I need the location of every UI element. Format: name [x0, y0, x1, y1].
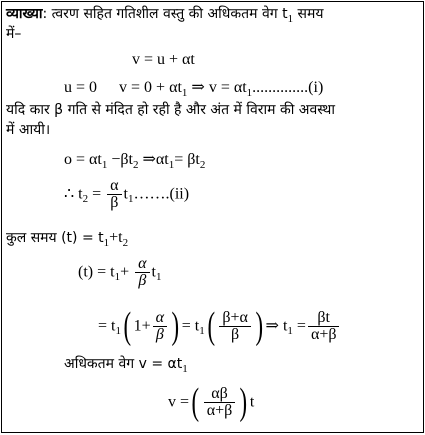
eq5-pre: (t) = t [78, 263, 115, 281]
eq3-a: o = αt [64, 151, 102, 168]
sub: 1 [155, 271, 162, 283]
eq3-c: ⇒αt [138, 151, 169, 168]
den: β [153, 326, 167, 343]
eq5-t: t [151, 263, 156, 281]
eq6-a: 1+ [133, 317, 151, 335]
sub: 2 [199, 159, 206, 171]
paren-open: ( [123, 305, 132, 348]
fraction-1 [153, 310, 167, 343]
num: α [110, 176, 119, 194]
eq5-plus: + [120, 263, 130, 281]
sub: 1 [128, 193, 134, 205]
sub: 2 [132, 159, 139, 171]
fraction-alpha-beta-2 [135, 256, 149, 289]
num: α [155, 308, 165, 326]
eq6-pre: = t [98, 317, 116, 335]
eq2-part-a: u = 0 [64, 79, 98, 96]
sub: 1 [181, 87, 188, 99]
paren-close: ) [255, 305, 264, 348]
sub: 1 [114, 271, 121, 283]
eq2-label: ..............(i) [252, 79, 324, 96]
eq4-t: t [123, 185, 128, 203]
heading: व्याख्या [6, 6, 43, 22]
sub: 1 [182, 363, 188, 375]
intro-text: : त्वरण सहित गतिशील वस्तु की अधिकतम वेग t [42, 6, 288, 22]
num: αβ [211, 384, 228, 402]
den: β [107, 194, 121, 211]
eq7-pre: v = [168, 393, 190, 411]
eq4-eq: = [88, 185, 102, 203]
num: β+α [222, 308, 248, 326]
sub: 2 [122, 237, 129, 249]
paren-open: ( [191, 381, 200, 424]
total-plus: +t [109, 229, 123, 246]
eq3-b: −βt [107, 151, 133, 168]
sub: 1 [287, 13, 294, 25]
eq4-pre: ∴ t [64, 185, 83, 203]
paren-close: ) [239, 381, 248, 424]
equation-4 [64, 174, 189, 219]
fraction-2 [219, 310, 251, 343]
fraction-3 [308, 310, 340, 343]
sub: 1 [199, 325, 205, 337]
paren-close: ) [171, 305, 180, 348]
total-time-line [6, 228, 128, 253]
solution-box [1, 1, 424, 433]
den: β [219, 326, 251, 343]
paren-open: ( [207, 305, 215, 348]
sub: 1 [168, 159, 175, 171]
paragraph-line-2: में आयी। [6, 122, 51, 138]
equation-6 [98, 304, 341, 353]
eq2-part-c: ⇒ v = αt [187, 79, 247, 96]
eq2-part-b: v = 0 + αt [119, 79, 182, 96]
line-1 [6, 4, 323, 29]
intro-end: समय [293, 6, 324, 22]
den: α+β [308, 326, 340, 343]
eq4-label: …….(ii) [133, 185, 190, 203]
sub: 2 [82, 193, 89, 205]
eq3-d: = βt [174, 151, 200, 168]
equation-7 [168, 378, 254, 426]
sub: 1 [287, 325, 293, 337]
eq6-eq: = [292, 317, 306, 335]
num: βt [317, 308, 330, 326]
num: α [138, 254, 147, 272]
sub: 1 [246, 87, 253, 99]
eq6-arrow: ⇒ t [265, 317, 288, 335]
sub: 1 [103, 237, 110, 249]
equation-3 [64, 150, 205, 175]
eq7-t: t [249, 393, 255, 411]
equation-1: v = u + αt [132, 51, 195, 68]
den: β [135, 272, 149, 289]
equation-5 [78, 252, 161, 297]
fraction-4 [204, 386, 236, 419]
eq6-mid: = t [181, 317, 200, 335]
total-text: कुल समय (t) = t [6, 230, 104, 246]
sub: 1 [101, 159, 108, 171]
den: α+β [204, 402, 236, 419]
line-2: में– [6, 26, 22, 42]
fraction-alpha-beta [107, 178, 121, 211]
max-velocity-line [64, 354, 188, 379]
sub: 1 [115, 325, 121, 337]
paragraph-line-1: यदि कार β गति से मंदित हो रही है और अंत में विराम की अवस्था [6, 102, 335, 118]
maxv-text: अधिकतम वेग v = αt [64, 356, 183, 372]
